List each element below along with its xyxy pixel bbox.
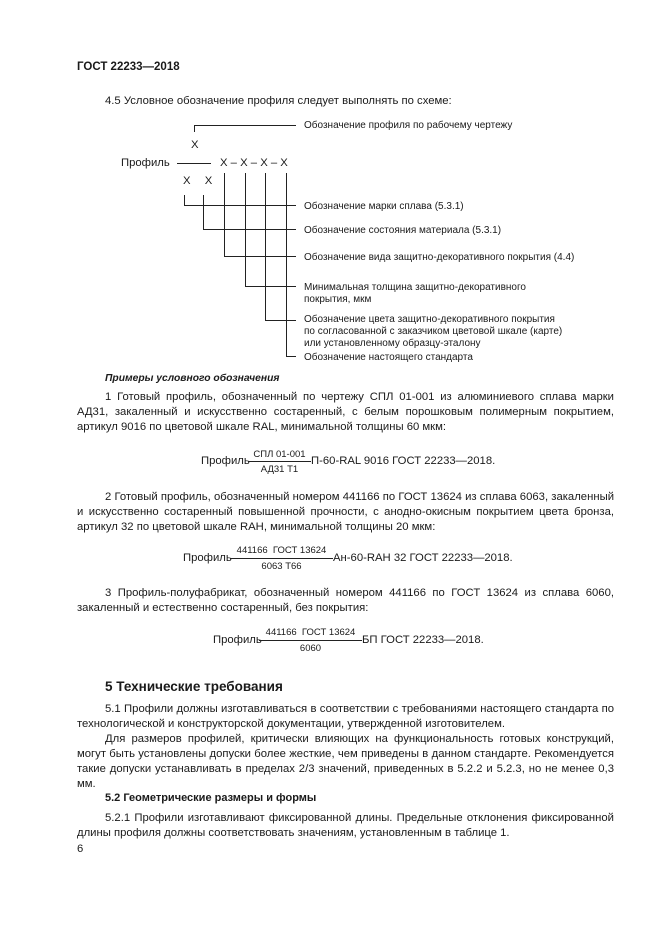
formula-2-denominator: 6063 Т66 [261,561,302,572]
scheme-prefix: Профиль [121,157,170,169]
formula-1-suffix: П-60-RAL 9016 ГОСТ 22233—2018. [311,455,496,467]
example-2-text: 2 Готовый профиль, обозначенный номером 441166 по ГОСТ 13624 из сплава 6063, закаленный и искусственно состаренный повышенной прочности, с анодно-окисным покрытием цвета бронза, артикул 32 по цветовой шкале RAH, минимальной толщины 20 мкм: [77,491,614,533]
scheme-label-state: Обозначение состояния материала (5.3.1) [304,225,502,236]
formula-2-suffix: Ан-60-RAH 32 ГОСТ 22233—2018. [333,552,513,564]
scheme-label-coating-type: Обозначение вида защитно-декоративного покрытия (4.4) [304,252,575,263]
scheme-label-color-2: по согласованной с заказчиком цветовой шкале (карте) [304,326,563,337]
section-5-title: 5 Технические требования [105,679,283,694]
example-3-text: 3 Профиль-полуфабрикат, обозначенный номером 441166 по ГОСТ 13624 из сплава 6060, закаленный и естественно состаренный, без покрытия: [77,587,614,614]
example-1-text: 1 Готовый профиль, обозначенный по чертежу СПЛ 01-001 из алюминиевого сплава марки АД31, закаленный и искусственно состаренный, с белым порошковым полимерным покрытием, артикул 9016 по цветовой шкале RAL, минимальной толщины 60 мкм: [77,391,614,433]
scheme-label-standard: Обозначение настоящего стандарта [304,352,473,363]
formula-3-suffix: БП ГОСТ 22233—2018. [362,634,484,646]
document-header: ГОСТ 22233—2018 [77,61,180,73]
section-5-2-title: 5.2 Геометрические размеры и формы [105,792,317,804]
formula-1-numerator: СПЛ 01-001 [253,449,306,460]
scheme-label-color-3: или установленному образцу-эталону [304,338,481,349]
section-4-5-intro: 4.5 Условное обозначение профиля следует выполнять по схеме: [105,95,452,107]
formula-3-numerator: 441166 ГОСТ 13624 [265,627,356,638]
formula-2-bar [230,558,333,559]
formula-3-bar [259,640,362,641]
scheme-label-color-1: Обозначение цвета защитно-декоративного покрытия [304,314,555,325]
paragraph-5-1-tolerances: Для размеров профилей, критически влияющих на функциональность готовых конструкций, могут быть установлены допуски более жесткие, чем приведены в данном стандарте. Рекомендуется такие допуски устанавливать в пределах 2/3 значений, приведенных в 5.2.2 и 5.2.3, но не менее 0,3 мм. [77,733,614,790]
formula-3-denominator: 6060 [299,643,322,654]
scheme-label-drawing: Обозначение профиля по рабочему чертежу [304,120,513,131]
page-number: 6 [77,843,84,855]
scheme-label-thickness-2: покрытия, мкм [304,294,372,305]
formula-3-prefix: Профиль [213,634,262,646]
scheme-label-thickness-1: Минимальная толщина защитно-декоративного [304,282,526,293]
paragraph-5-1: 5.1 Профили должны изготавливаться в соответствии с требованиями настоящего стандарта по технологической и конструкторской документации, утвержденной изготовителем. [77,703,614,730]
examples-heading: Примеры условного обозначения [105,373,280,384]
formula-2-numerator: 441166 ГОСТ 13624 [236,545,327,556]
formula-2-prefix: Профиль [183,552,232,564]
paragraph-5-2-1: 5.2.1 Профили изготавливают фиксированной длины. Предельные отклонения фиксированной длины профиля должны соответствовать значениям, установленным в таблице 1. [77,812,614,839]
formula-1-prefix: Профиль [201,455,250,467]
scheme-label-alloy: Обозначение марки сплава (5.3.1) [304,201,464,212]
formula-1-bar [248,461,311,462]
scheme-x-top: X [191,139,199,151]
scheme-x-bottom: X X [183,175,213,187]
scheme-chain: X – X – X – X [220,157,288,169]
formula-1-denominator: АД31 Т1 [260,464,299,475]
